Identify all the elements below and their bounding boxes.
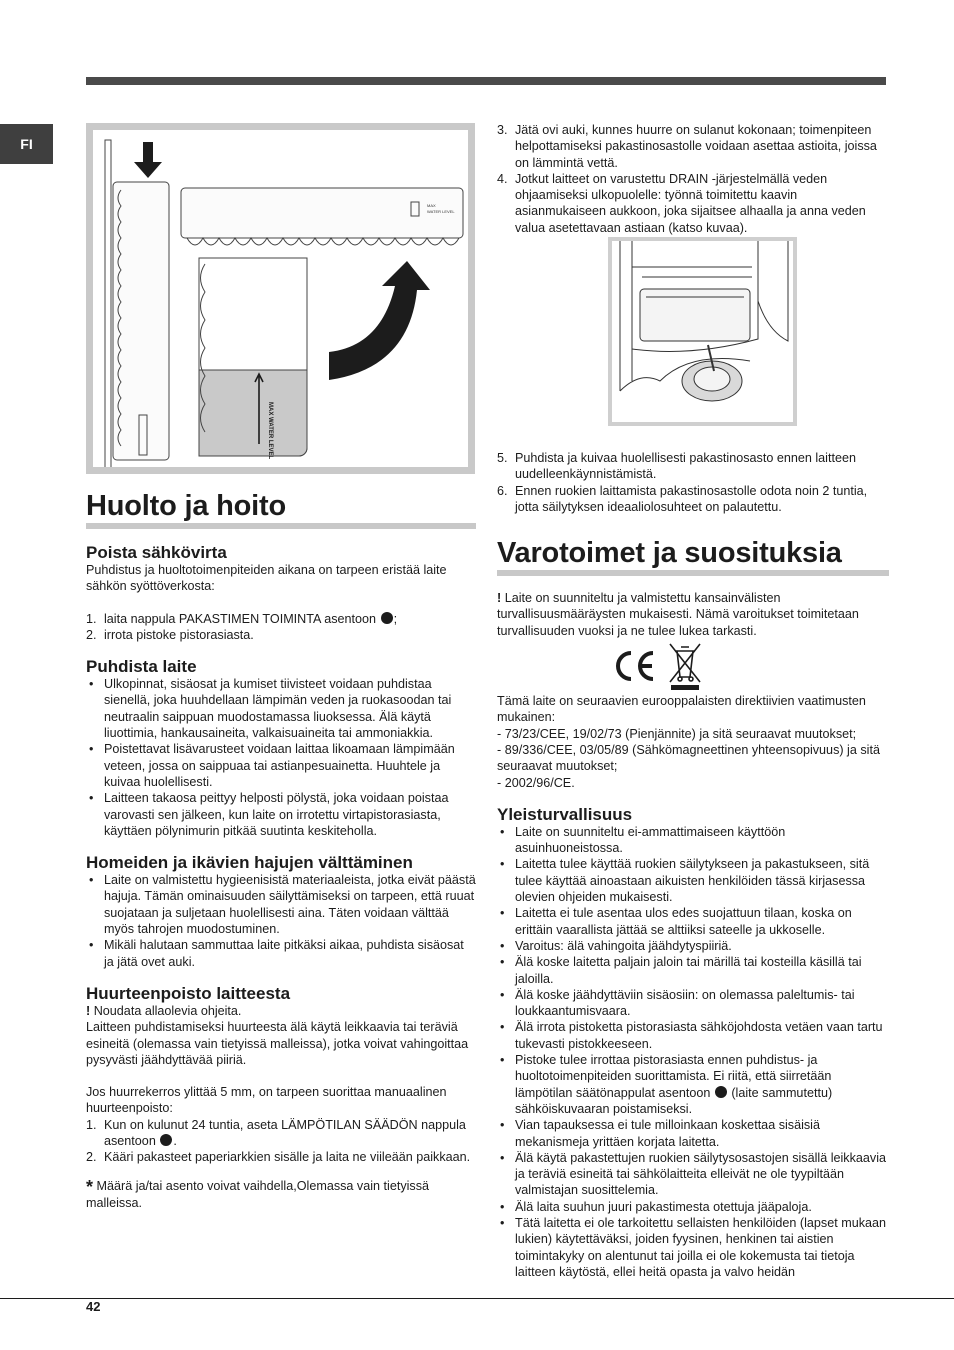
- directive-line: - 73/23/CEE, 19/02/73 (Pienjännite) ja sitä seuraavat muutokset;: [497, 726, 857, 741]
- clean-heading: Puhdista laite: [86, 657, 197, 677]
- max-label-small: MAX: [427, 203, 436, 208]
- water-level-label-small: WATER LEVEL: [427, 209, 455, 214]
- maintenance-section: [86, 490, 476, 1211]
- directives-intro: Tämä laite on seuraavien eurooppalaisten direktiivien vaatimusten mukainen:: [497, 694, 866, 725]
- warning-mark: !: [497, 591, 502, 606]
- list-item: • Laitetta tulee käyttää ruokien säilytykseen ja pakastukseen, sitä tulee käyttää ainoastaan aikuisten henkilöiden tässä kirjasessa olevien ohjeiden mukaisesti.: [497, 856, 889, 905]
- list-item: • Laite on suunniteltu ei-ammattimaiseen käyttöön asuinhuoneistossa.: [497, 824, 889, 857]
- list-item: • Pistoke tulee irrottaa pistorasiasta ennen puhdistus- ja huoltotoimenpiteiden suorittamista. Ei riitä, että siirretään lämpötilan säätönappulat asentoon (laite sammutettu) sähköiskuvaaran poistamiseksi.: [497, 1052, 889, 1117]
- disconnect-steps: [86, 611, 476, 644]
- clean-list: [86, 676, 476, 839]
- defrost-warning: Laitteen puhdistamiseksi huurteesta älä käytä leikkaavia tai teräviä esineitä (olemassa vain tietyissä malleissa), jotka voivat vahingoittaa pysyvästi jäähdyttävää piiriä.: [86, 1020, 469, 1067]
- defrost-steps: [86, 1117, 476, 1166]
- odours-list: [86, 872, 476, 970]
- list-item: 4. Jotkut laitteet on varustettu DRAIN -järjestelmällä veden ohjaamiseksi ulkopuolelle: työnnä toimitettu kaavin asianmukaiseen aukkoon, joka sijaitsee alhaalla ja anna veden valua asetettavaan astiaan (katso kuvaa).: [497, 171, 866, 235]
- page-number: 42: [86, 1299, 101, 1314]
- drain-drawing: [612, 241, 793, 422]
- defrost-note: ! Noudata allaolevia ohjeita.: [86, 1003, 242, 1018]
- defrost-final-steps: [497, 450, 889, 1280]
- directive-line: - 2002/96/CE.: [497, 775, 575, 790]
- list-item: 3. Jätä ovi auki, kunnes huurre on sulanut kokonaan; toimenpiteen helpottamiseksi pakastinosastolle voidaan asettaa astioita, joissa on lämmintä vettä.: [497, 123, 877, 170]
- list-item: • Älä käytä pakastettujen ruokien säilytysosastojen sisällä leikkaavia ja teräviä esineitä tai sähkölaitteita elleivät ne ole tyypiltään valmistajan suosittelemia.: [497, 1150, 889, 1199]
- knob-off-icon: [160, 1134, 172, 1146]
- general-safety-heading: Yleisturvallisuus: [497, 804, 633, 824]
- list-item: • Mikäli halutaan sammuttaa laite pitkäksi aikaa, puhdista sisäosat ja jätä ovet auki.: [86, 937, 476, 970]
- list-item: • Poistettavat lisävarusteet voidaan laittaa likoamaan lämpimään veteen, jossa on saippuaa tai astianpesuainetta. Huuhtele ja kuivaa huolellisesti.: [86, 741, 476, 790]
- list-item: 1. Kun on kulunut 24 tuntia, aseta LÄMPÖTILAN SÄÄDÖN nappula asentoon .: [86, 1117, 466, 1149]
- list-item: • Ulkopinnat, sisäosat ja kumiset tiivisteet voidaan puhdistaa sienellä, joka huuhdellaan lämpimän veden ja ruokasoodan tai neutraalin saippuan muodostamassa liuoksessa. Älä käytä liuottimia, hankausaineita, valkaisuaineita tai ammoniakkia.: [86, 676, 476, 741]
- warning-mark: !: [86, 1003, 91, 1018]
- list-item: • Laite on valmistettu hygieenisistä materiaaleista, jotka eivät päästä hajuja. Tämän ominaisuuden säilyttämiseksi on tarpeen, että ruuat suojataan ja suljetaan huolellisesti aina. Täten voidaan välttää myös tahrojen muodostuminen.: [86, 872, 476, 937]
- knob-off-icon: [715, 1086, 727, 1098]
- drain-illustration: [608, 237, 797, 426]
- list-item: • Älä irrota pistoketta pistorasiasta sähköjohdosta vetäen vaan tartu tukevasti pistokkeeseen.: [497, 1019, 889, 1052]
- ice-tray-illustration: [86, 123, 475, 474]
- precautions-intro: ! Laite on suunniteltu ja valmistettu kansainvälisten turvallisuusmääräysten mukaisesti. Nämä varoitukset toimitetaan turvallisuuden vuoksi ja ne tulee lukea tarkasti.: [497, 591, 859, 638]
- precautions-title: Varotoimet ja suosituksia: [497, 537, 889, 576]
- defrost-heading: Huurteenpoisto laitteesta: [86, 983, 291, 1003]
- odours-heading: Homeiden ja ikävien hajujen välttäminen: [86, 853, 413, 873]
- max-water-level-label: MAX WATER LEVEL: [267, 402, 273, 460]
- footnote-mark: *: [86, 1176, 94, 1197]
- language-tab: FI: [0, 124, 53, 164]
- defrost-steps-final: [497, 450, 889, 515]
- defrost-condition: Jos huurrekerros ylittää 5 mm, on tarpeen suorittaa manuaalinen huurteenpoisto:: [86, 1085, 447, 1116]
- list-item: • Vian tapauksessa ei tule milloinkaan koskettaa sisäisiä mekanismeja yrittäen korjata laitetta.: [497, 1117, 889, 1150]
- list-item: • Laitteen takaosa peittyy helposti pölystä, joka voidaan poistaa varovasti sen jälkeen, kun laite on irrotettu virtapistorasiasta, käyttäen pölynimurin pitkää suutinta keskiteholla.: [86, 790, 476, 839]
- footnote: * Määrä ja/tai asento voivat vaihdella,Olemassa vain tietyissä malleissa.: [86, 1176, 430, 1210]
- list-item: • Älä laita suuhun juuri pakastimesta otettuja jääpaloja.: [497, 1199, 889, 1215]
- list-item: 5. Puhdista ja kuivaa huolellisesti pakastinosasto ennen laitteen uudelleenkäynnistämistä.: [497, 451, 856, 482]
- list-item: • Tätä laitetta ei ole tarkoitettu sellaisten henkilöiden (lapset mukaan lukien) käytettäväksi, joiden fyysinen, henkinen tai aistien toimintakyky on alentunut tai joilla ei ole kokemusta tai tietoja laitteen käytöstä, ellei heitä opasta ja valvo heidän: [497, 1215, 889, 1280]
- list-item: • Älä koske laitetta paljain jaloin tai märillä tai kosteilla käsillä tai jaloilla.: [497, 954, 889, 987]
- general-safety-list: [497, 824, 889, 1280]
- ice-tray-drawing: [93, 130, 468, 467]
- list-item: • Varoitus: älä vahingoita jäähdytyspiiriä.: [497, 938, 889, 954]
- disconnect-intro: Puhdistus ja huoltotoimenpiteiden aikana on tarpeen eristää laite sähkön syöttöverkosta:: [86, 563, 447, 594]
- top-rule: [86, 77, 886, 85]
- list-item: 1. laita nappula PAKASTIMEN TOIMINTA asentoon ;: [86, 611, 398, 626]
- bottom-rule: [0, 1298, 954, 1299]
- list-item: 2. Kääri pakasteet paperiarkkien sisälle ja laita ne viileään paikkaan.: [86, 1150, 471, 1165]
- certification-marks: [611, 639, 889, 693]
- list-item: 6. Ennen ruokien laittamista pakastinosastolle odota noin 2 tuntia, jotta säilytyksen ideaaliolosuhteet on palautettu.: [497, 483, 868, 514]
- list-item: 2. irrota pistoke pistorasiasta.: [86, 627, 254, 642]
- disconnect-heading: Poista sähkövirta: [86, 543, 227, 562]
- knob-off-icon: [381, 612, 393, 624]
- defrost-continued: [497, 122, 889, 236]
- maintenance-title: Huolto ja hoito: [86, 490, 476, 529]
- defrost-steps-continued: [497, 122, 889, 236]
- list-item: • Laitetta ei tule asentaa ulos edes suojattuun tilaan, koska on erittäin vaarallista jättää se alttiiksi sateelle ja ukkoselle.: [497, 905, 889, 938]
- ce-mark-icon: [611, 649, 657, 683]
- weee-bin-icon: [667, 641, 703, 691]
- directive-line: - 89/336/CEE, 03/05/89 (Sähkömagneettinen yhteensopivuus) ja sitä seuraavat muutokset;: [497, 742, 880, 774]
- list-item: • Älä koske jäähdyttäviin sisäosiin: on olemassa paleltumis- tai loukkaantumisvaara.: [497, 987, 889, 1020]
